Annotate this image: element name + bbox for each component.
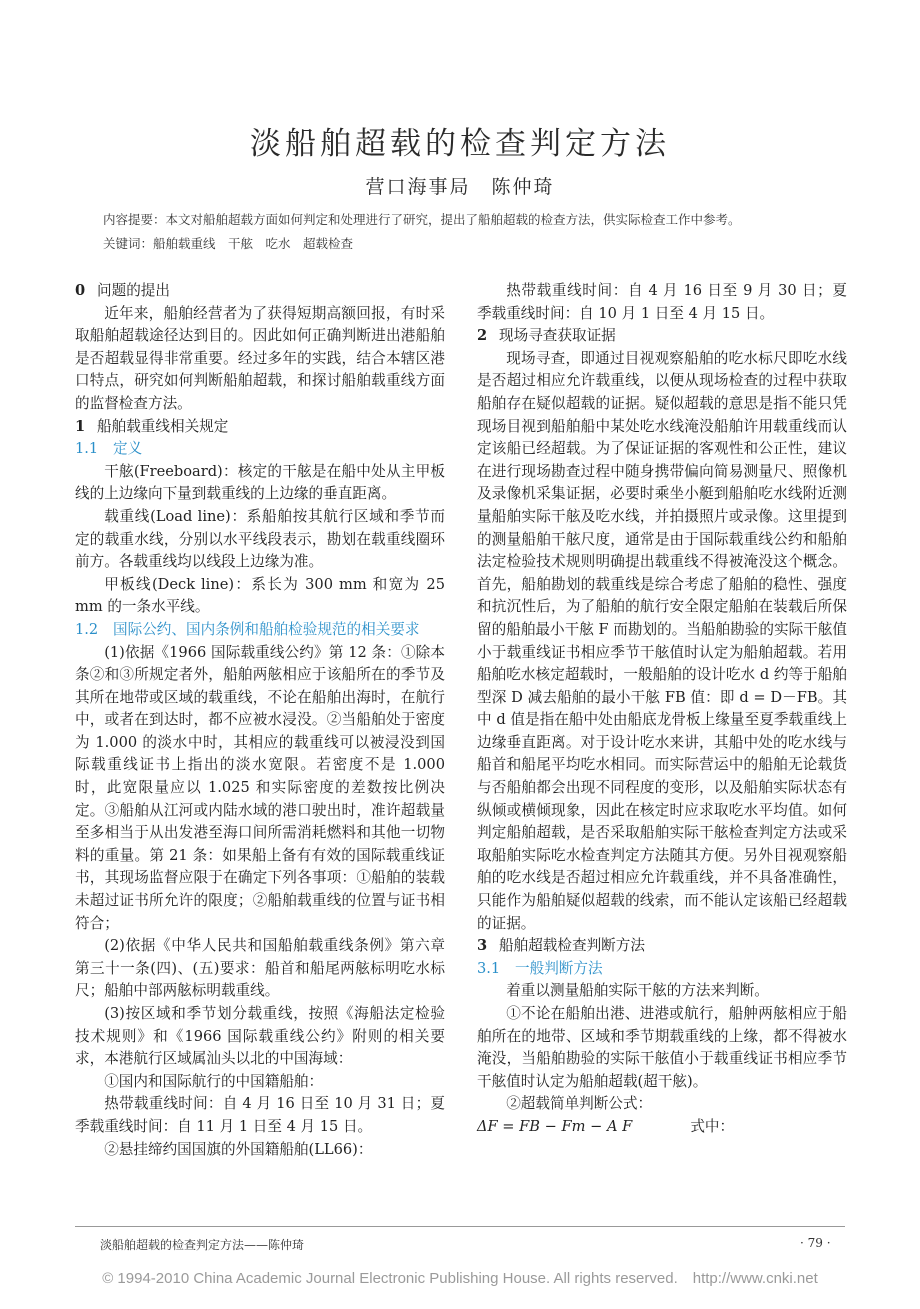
subsection-heading-1-1 — [75, 438, 445, 461]
paragraph: 着重以测量船舶实际干舷的方法来判断。 — [506, 982, 769, 1000]
subsection-number: 1.1 — [75, 440, 99, 458]
footer-rule — [75, 1226, 845, 1227]
subsection-number: 3.1 — [477, 959, 501, 977]
keywords: 关键词：船舶载重线 干舷 吃水 超载检查 — [103, 236, 354, 251]
paragraph: ②悬挂缔约国国旗的外国籍船舶(LL66)： — [104, 1140, 373, 1158]
abstract: 内容提要：本文对船舶超载方面如何判定和处理进行了研究，提出了船舶超载的检查方法，供实际检查工作中参考。 — [103, 212, 741, 227]
section-number: 0 — [75, 282, 86, 299]
formula — [477, 1116, 847, 1139]
paragraph: 干舷(Freeboard)：核定的干舷是在船中处从主甲板线的上边缘向下量到载重线的上边缘的垂直距离。 — [75, 462, 445, 503]
section-number: 3 — [477, 937, 488, 955]
running-footer: 淡船舶超载的检查判定方法——陈仲琦 — [100, 1238, 305, 1252]
left-column — [75, 280, 445, 1161]
author-line: 营口海事局 陈仲琦 — [365, 176, 555, 198]
paragraph: ①国内和国际航行的中国籍船舶： — [104, 1072, 324, 1090]
paragraph: 近年来，船舶经营者为了获得短期高额回报，有时采取船舶超载途径达到目的。因此如何正确判断进出港船舶是否超载显得非常重要。经过多年的实践，结合本辖区港口特点，研究如何判断船舶超载，和探讨船舶载重线方面的监督检查方法。 — [75, 304, 445, 412]
subsection-heading-1-2 — [75, 619, 445, 642]
paragraph: 甲板线(Deck line)：系长为 300 mm 和宽为 25 mm 的一条水平线。 — [75, 575, 445, 616]
section-heading-1 — [75, 416, 445, 439]
subsection-title: 一般判断方法 — [515, 959, 603, 977]
section-title: 现场寻查获取证据 — [499, 327, 616, 345]
section-heading-0 — [75, 280, 445, 303]
formula-expression: ΔF = FB − Fm − A F — [477, 1117, 633, 1135]
formula-label: 式中： — [690, 1117, 735, 1135]
section-heading-3 — [477, 935, 847, 958]
paragraph: (1)依据《1966 国际载重线公约》第 12 条：①除本条②和③所规定者外，船舶两舷相应于该船所在的季节及其所在地带或区域的载重线，不论在船舶出海时，在航行中，或者在到达时，都不应被水浸没。②当船舶处于密度为 1.000 的淡水中时，其相应的载重线可以被浸没到国际载重线证书上指出的淡水宽限。若密度不是 1.000 时，此宽限量应以 1.025 和实际密度的差数按比例决定。③船舶从江河或内陆水域的港口驶出时，准许超载量至多相当于从出发港至海口间所需消耗燃料和其他一切物料的重量。第 21 条：如果船上备有有效的国际载重线证书，其现场监督应限于在确定下列各事项：①船舶的装载未超过证书所允许的限度；②船舶载重线的位置与证书相符合； — [75, 643, 445, 932]
paragraph: ①不论在船舶出港、进港或航行，船舯两舷相应于船舶所在的地带、区域和季节期载重线的上缘，都不得被水淹没，当船舶勘验的实际干舷值小于载重线证书相应季节干舷值时认定为船舶超载(超干舷)。 — [477, 1005, 847, 1090]
paragraph: 热带载重线时间：自 4 月 16 日至 9 月 30 日；夏季载重线时间：自 10 月 1 日至 4 月 15 日。 — [477, 282, 847, 322]
section-heading-2 — [477, 325, 847, 348]
section-title: 船舶载重线相关规定 — [97, 417, 229, 435]
section-number: 1 — [75, 417, 86, 435]
subsection-heading-3-1 — [477, 958, 847, 981]
copyright-notice: © 1994-2010 China Academic Journal Electronic Publishing House. All rights reserved. http://www.cnki.net — [102, 1270, 818, 1287]
section-title: 船舶超载检查判断方法 — [499, 937, 645, 955]
subsection-title: 国际公约、国内条例和船舶检验规范的相关要求 — [113, 620, 420, 638]
paragraph: 载重线(Load line)：系船舶按其航行区域和季节而定的载重水线，分别以水平线段表示，勘划在载重线圈环前方。各载重线均以线段上边缘为准。 — [75, 507, 445, 571]
subsection-title: 定义 — [113, 440, 143, 458]
paragraph: (2)依据《中华人民共和国船舶载重线条例》第六章 第三十一条(四)、(五)要求：船首和船尾两舷标明吃水标尺；船舶中部两舷标明载重线。 — [75, 937, 445, 1000]
right-column — [477, 280, 847, 1139]
paragraph: 热带载重线时间：自 4 月 16 日至 10 月 31 日；夏季载重线时间：自 11 月 1 日至 4 月 15 日。 — [75, 1095, 445, 1135]
section-number: 2 — [477, 327, 488, 345]
paragraph: ②超载简单判断公式： — [506, 1095, 653, 1113]
subsection-number: 1.2 — [75, 620, 99, 638]
paper-title: 淡船舶超载的检查判定方法 — [250, 126, 670, 162]
paragraph: (3)按区域和季节划分载重线，按照《海船法定检验技术规则》和《1966 国际载重线公约》附则的相关要求，本港航行区域属汕头以北的中国海域： — [75, 1005, 445, 1068]
page-number: · 79 · — [800, 1236, 831, 1250]
section-title: 问题的提出 — [97, 282, 170, 299]
paragraph: 现场寻查，即通过目视观察船舶的吃水标尺即吃水线是否超过相应允许载重线，以便从现场检查的过程中获取船舶存在疑似超载的证据。疑似超载的意思是指不能只凭现场目视到船舶船中某处吃水线淹没船舶许用载重线而认定该船已经超载。为了保证证据的客观性和公正性，建议在进行现场勘查过程中随身携带偏向简易测量尺、照像机及录像机采集证据，必要时乘坐小艇到船舶吃水线附近测量船舶实际干舷及吃水线，并拍摄照片或录像。这里提到的测量船舶干舷尺度，通常是由于国际载重线公约和船舶法定检验技术规则明确提出载重线不得被淹没这个概念。首先，船舶勘划的载重线是综合考虑了船舶的稳性、强度和抗沉性后，为了船舶的航行安全限定船舶在装载后所保留的船舶最小干舷 F 而勘划的。当船舶勘验的实际干舷值小于载重线证书相应季节干舷值时认定为船舶超载。若用船舶吃水核定超载时，一般船舶的设计吃水 d 约等于船舶型深 D 减去船舶的最小干舷 FB 值：即 d = D－FB。其中 d 值是指在船中处由船底龙骨板上缘量至夏季载重线上边缘垂直距离。对于设计吃水来讲，其船中处的吃水线与船首和船尾平均吃水相同。而实际营运中的船舶无论载货与否船舶都会出现不同程度的变形，以及船舶实际状态有纵倾或横倾现象，因此在核定时应求取吃水平均值。如何判定船舶超载，是否采取船舶实际干舷检查判定方法或采取船舶实际吃水检查判定方法随其方便。另外目视观察船舶的吃水线是否超过相应允许载重线，并不具备准确性，只能作为船舶疑似超载的线索，而不能认定该船已经超载的证据。 — [477, 349, 847, 932]
